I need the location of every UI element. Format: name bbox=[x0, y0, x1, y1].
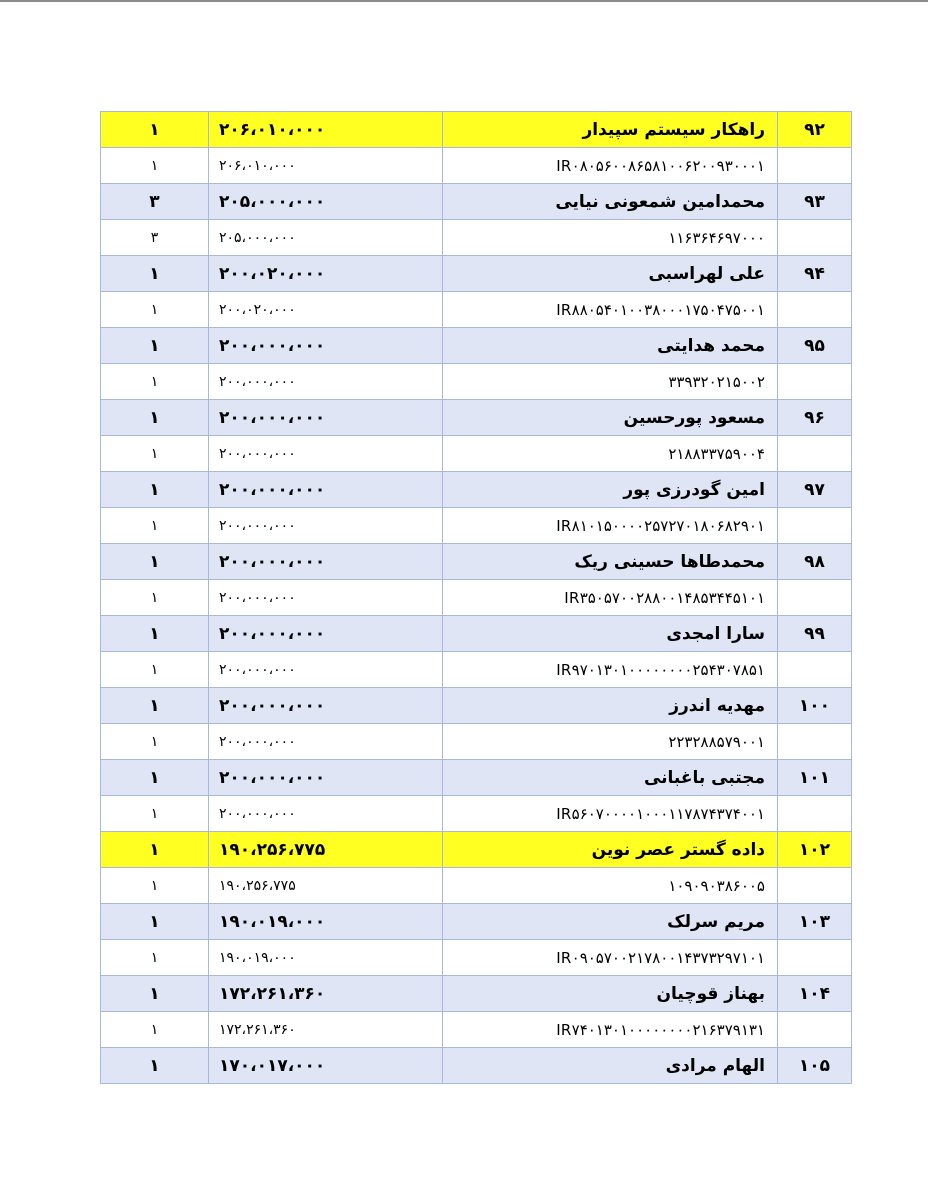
detail-amount: ۲۰۰،۰۰۰،۰۰۰ bbox=[209, 364, 443, 400]
record-detail-row bbox=[101, 508, 852, 544]
record-amount: ۲۰۰،۰۰۰،۰۰۰ bbox=[209, 544, 443, 580]
record-row bbox=[101, 184, 852, 220]
detail-number-empty bbox=[778, 220, 852, 256]
record-count: ۱ bbox=[101, 1048, 209, 1084]
record-amount: ۲۰۰،۰۰۰،۰۰۰ bbox=[209, 328, 443, 364]
detail-count: ۱ bbox=[101, 580, 209, 616]
record-name: بهناز قوچیان bbox=[443, 976, 778, 1012]
detail-number-empty bbox=[778, 796, 852, 832]
record-row bbox=[101, 976, 852, 1012]
detail-amount: ۲۰۶،۰۱۰،۰۰۰ bbox=[209, 148, 443, 184]
record-detail-row bbox=[101, 796, 852, 832]
detail-number-empty bbox=[778, 1012, 852, 1048]
record-count: ۱ bbox=[101, 976, 209, 1012]
detail-count: ۱ bbox=[101, 508, 209, 544]
detail-amount: ۲۰۰،۰۰۰،۰۰۰ bbox=[209, 652, 443, 688]
detail-count: ۳ bbox=[101, 220, 209, 256]
detail-number-empty bbox=[778, 364, 852, 400]
detail-count: ۱ bbox=[101, 364, 209, 400]
record-count: ۱ bbox=[101, 400, 209, 436]
record-detail-row bbox=[101, 940, 852, 976]
record-detail-row bbox=[101, 1012, 852, 1048]
record-number: ۹۸ bbox=[778, 544, 852, 580]
record-count: ۱ bbox=[101, 328, 209, 364]
detail-count: ۱ bbox=[101, 940, 209, 976]
top-border-line bbox=[0, 0, 928, 2]
record-detail-row bbox=[101, 868, 852, 904]
account-number: IR۳۵۰۵۷۰۰۲۸۸۰۰۱۴۸۵۳۴۴۵۱۰۱ bbox=[443, 580, 778, 616]
detail-number-empty bbox=[778, 724, 852, 760]
account-number: IR۵۶۰۷۰۰۰۰۱۰۰۰۱۱۷۸۷۴۳۷۴۰۰۱ bbox=[443, 796, 778, 832]
record-row bbox=[101, 1048, 852, 1084]
detail-number-empty bbox=[778, 436, 852, 472]
detail-number-empty bbox=[778, 292, 852, 328]
detail-amount: ۲۰۰،۰۰۰،۰۰۰ bbox=[209, 580, 443, 616]
detail-amount: ۲۰۵،۰۰۰،۰۰۰ bbox=[209, 220, 443, 256]
detail-count: ۱ bbox=[101, 148, 209, 184]
record-detail-row bbox=[101, 364, 852, 400]
record-count: ۱ bbox=[101, 832, 209, 868]
detail-amount: ۲۰۰،۰۲۰،۰۰۰ bbox=[209, 292, 443, 328]
record-number: ۱۰۳ bbox=[778, 904, 852, 940]
record-detail-row bbox=[101, 292, 852, 328]
account-number: IR۸۸۰۵۴۰۱۰۰۳۸۰۰۰۱۷۵۰۴۷۵۰۰۱ bbox=[443, 292, 778, 328]
account-number: IR۸۱۰۱۵۰۰۰۰۲۵۷۲۷۰۱۸۰۶۸۲۹۰۱ bbox=[443, 508, 778, 544]
record-number: ۹۹ bbox=[778, 616, 852, 652]
record-row bbox=[101, 760, 852, 796]
record-detail-row bbox=[101, 436, 852, 472]
record-count: ۱ bbox=[101, 904, 209, 940]
detail-amount: ۲۰۰،۰۰۰،۰۰۰ bbox=[209, 508, 443, 544]
record-number: ۱۰۱ bbox=[778, 760, 852, 796]
record-row bbox=[101, 256, 852, 292]
account-number: ۲۲۳۲۸۸۵۷۹۰۰۱ bbox=[443, 724, 778, 760]
record-name: داده گستر عصر نوین bbox=[443, 832, 778, 868]
account-number: ۳۳۹۳۲۰۲۱۵۰۰۲ bbox=[443, 364, 778, 400]
record-amount: ۲۰۰،۰۰۰،۰۰۰ bbox=[209, 472, 443, 508]
record-amount: ۲۰۰،۰۰۰،۰۰۰ bbox=[209, 616, 443, 652]
record-row bbox=[101, 112, 852, 148]
detail-count: ۱ bbox=[101, 652, 209, 688]
record-detail-row bbox=[101, 148, 852, 184]
record-name: سارا امجدی bbox=[443, 616, 778, 652]
detail-count: ۱ bbox=[101, 724, 209, 760]
record-number: ۹۷ bbox=[778, 472, 852, 508]
record-detail-row bbox=[101, 580, 852, 616]
record-amount: ۲۰۵،۰۰۰،۰۰۰ bbox=[209, 184, 443, 220]
detail-number-empty bbox=[778, 580, 852, 616]
record-amount: ۱۷۰،۰۱۷،۰۰۰ bbox=[209, 1048, 443, 1084]
record-number: ۱۰۲ bbox=[778, 832, 852, 868]
record-count: ۳ bbox=[101, 184, 209, 220]
record-detail-row bbox=[101, 652, 852, 688]
detail-number-empty bbox=[778, 652, 852, 688]
record-count: ۱ bbox=[101, 616, 209, 652]
detail-count: ۱ bbox=[101, 292, 209, 328]
record-number: ۹۶ bbox=[778, 400, 852, 436]
record-name: راهکار سیستم سپیدار bbox=[443, 112, 778, 148]
detail-amount: ۱۹۰،۰۱۹،۰۰۰ bbox=[209, 940, 443, 976]
record-row bbox=[101, 472, 852, 508]
account-number: IR۹۷۰۱۳۰۱۰۰۰۰۰۰۰۰۲۵۴۳۰۷۸۵۱ bbox=[443, 652, 778, 688]
record-number: ۹۲ bbox=[778, 112, 852, 148]
record-number: ۹۵ bbox=[778, 328, 852, 364]
payments-table-body bbox=[101, 112, 852, 1084]
record-amount: ۱۹۰،۲۵۶،۷۷۵ bbox=[209, 832, 443, 868]
detail-amount: ۱۹۰،۲۵۶،۷۷۵ bbox=[209, 868, 443, 904]
record-name: محمد هدایتی bbox=[443, 328, 778, 364]
detail-count: ۱ bbox=[101, 436, 209, 472]
record-name: علی لهراسبی bbox=[443, 256, 778, 292]
detail-number-empty bbox=[778, 868, 852, 904]
record-name: محمدطاها حسینی ریک bbox=[443, 544, 778, 580]
record-name: الهام مرادی bbox=[443, 1048, 778, 1084]
record-row bbox=[101, 688, 852, 724]
record-row bbox=[101, 400, 852, 436]
account-number: IR۰۸۰۵۶۰۰۸۶۵۸۱۰۰۶۲۰۰۹۳۰۰۰۱ bbox=[443, 148, 778, 184]
account-number: IR۷۴۰۱۳۰۱۰۰۰۰۰۰۰۰۲۱۶۳۷۹۱۳۱ bbox=[443, 1012, 778, 1048]
record-amount: ۲۰۰،۰۰۰،۰۰۰ bbox=[209, 400, 443, 436]
record-number: ۱۰۰ bbox=[778, 688, 852, 724]
record-row bbox=[101, 616, 852, 652]
record-number: ۱۰۵ bbox=[778, 1048, 852, 1084]
record-name: مجتبی باغبانی bbox=[443, 760, 778, 796]
record-name: امین گودرزی پور bbox=[443, 472, 778, 508]
record-name: مهدیه اندرز bbox=[443, 688, 778, 724]
record-name: محمدامین شمعونی نیایی bbox=[443, 184, 778, 220]
record-amount: ۱۹۰،۰۱۹،۰۰۰ bbox=[209, 904, 443, 940]
record-amount: ۲۰۰،۰۲۰،۰۰۰ bbox=[209, 256, 443, 292]
record-count: ۱ bbox=[101, 688, 209, 724]
record-amount: ۲۰۶،۰۱۰،۰۰۰ bbox=[209, 112, 443, 148]
record-count: ۱ bbox=[101, 544, 209, 580]
record-row bbox=[101, 904, 852, 940]
record-detail-row bbox=[101, 220, 852, 256]
detail-number-empty bbox=[778, 508, 852, 544]
record-count: ۱ bbox=[101, 760, 209, 796]
record-count: ۱ bbox=[101, 256, 209, 292]
detail-number-empty bbox=[778, 148, 852, 184]
record-row bbox=[101, 832, 852, 868]
record-name: مریم سرلک bbox=[443, 904, 778, 940]
detail-amount: ۱۷۲،۲۶۱،۳۶۰ bbox=[209, 1012, 443, 1048]
payments-table bbox=[100, 111, 852, 1084]
record-count: ۱ bbox=[101, 472, 209, 508]
record-row bbox=[101, 544, 852, 580]
record-number: ۹۳ bbox=[778, 184, 852, 220]
record-name: مسعود پورحسین bbox=[443, 400, 778, 436]
record-count: ۱ bbox=[101, 112, 209, 148]
account-number: ۱۰۹۰۹۰۳۸۶۰۰۵ bbox=[443, 868, 778, 904]
record-amount: ۱۷۲،۲۶۱،۳۶۰ bbox=[209, 976, 443, 1012]
record-row bbox=[101, 328, 852, 364]
record-detail-row bbox=[101, 724, 852, 760]
account-number: IR۰۹۰۵۷۰۰۲۱۷۸۰۰۱۴۳۷۳۲۹۷۱۰۱ bbox=[443, 940, 778, 976]
detail-count: ۱ bbox=[101, 796, 209, 832]
detail-amount: ۲۰۰،۰۰۰،۰۰۰ bbox=[209, 796, 443, 832]
detail-amount: ۲۰۰،۰۰۰،۰۰۰ bbox=[209, 724, 443, 760]
record-number: ۹۴ bbox=[778, 256, 852, 292]
record-amount: ۲۰۰،۰۰۰،۰۰۰ bbox=[209, 760, 443, 796]
account-number: ۲۱۸۸۳۳۷۵۹۰۰۴ bbox=[443, 436, 778, 472]
account-number: ۱۱۶۳۶۴۶۹۷۰۰۰ bbox=[443, 220, 778, 256]
detail-count: ۱ bbox=[101, 1012, 209, 1048]
record-amount: ۲۰۰،۰۰۰،۰۰۰ bbox=[209, 688, 443, 724]
detail-amount: ۲۰۰،۰۰۰،۰۰۰ bbox=[209, 436, 443, 472]
detail-number-empty bbox=[778, 940, 852, 976]
detail-count: ۱ bbox=[101, 868, 209, 904]
record-number: ۱۰۴ bbox=[778, 976, 852, 1012]
